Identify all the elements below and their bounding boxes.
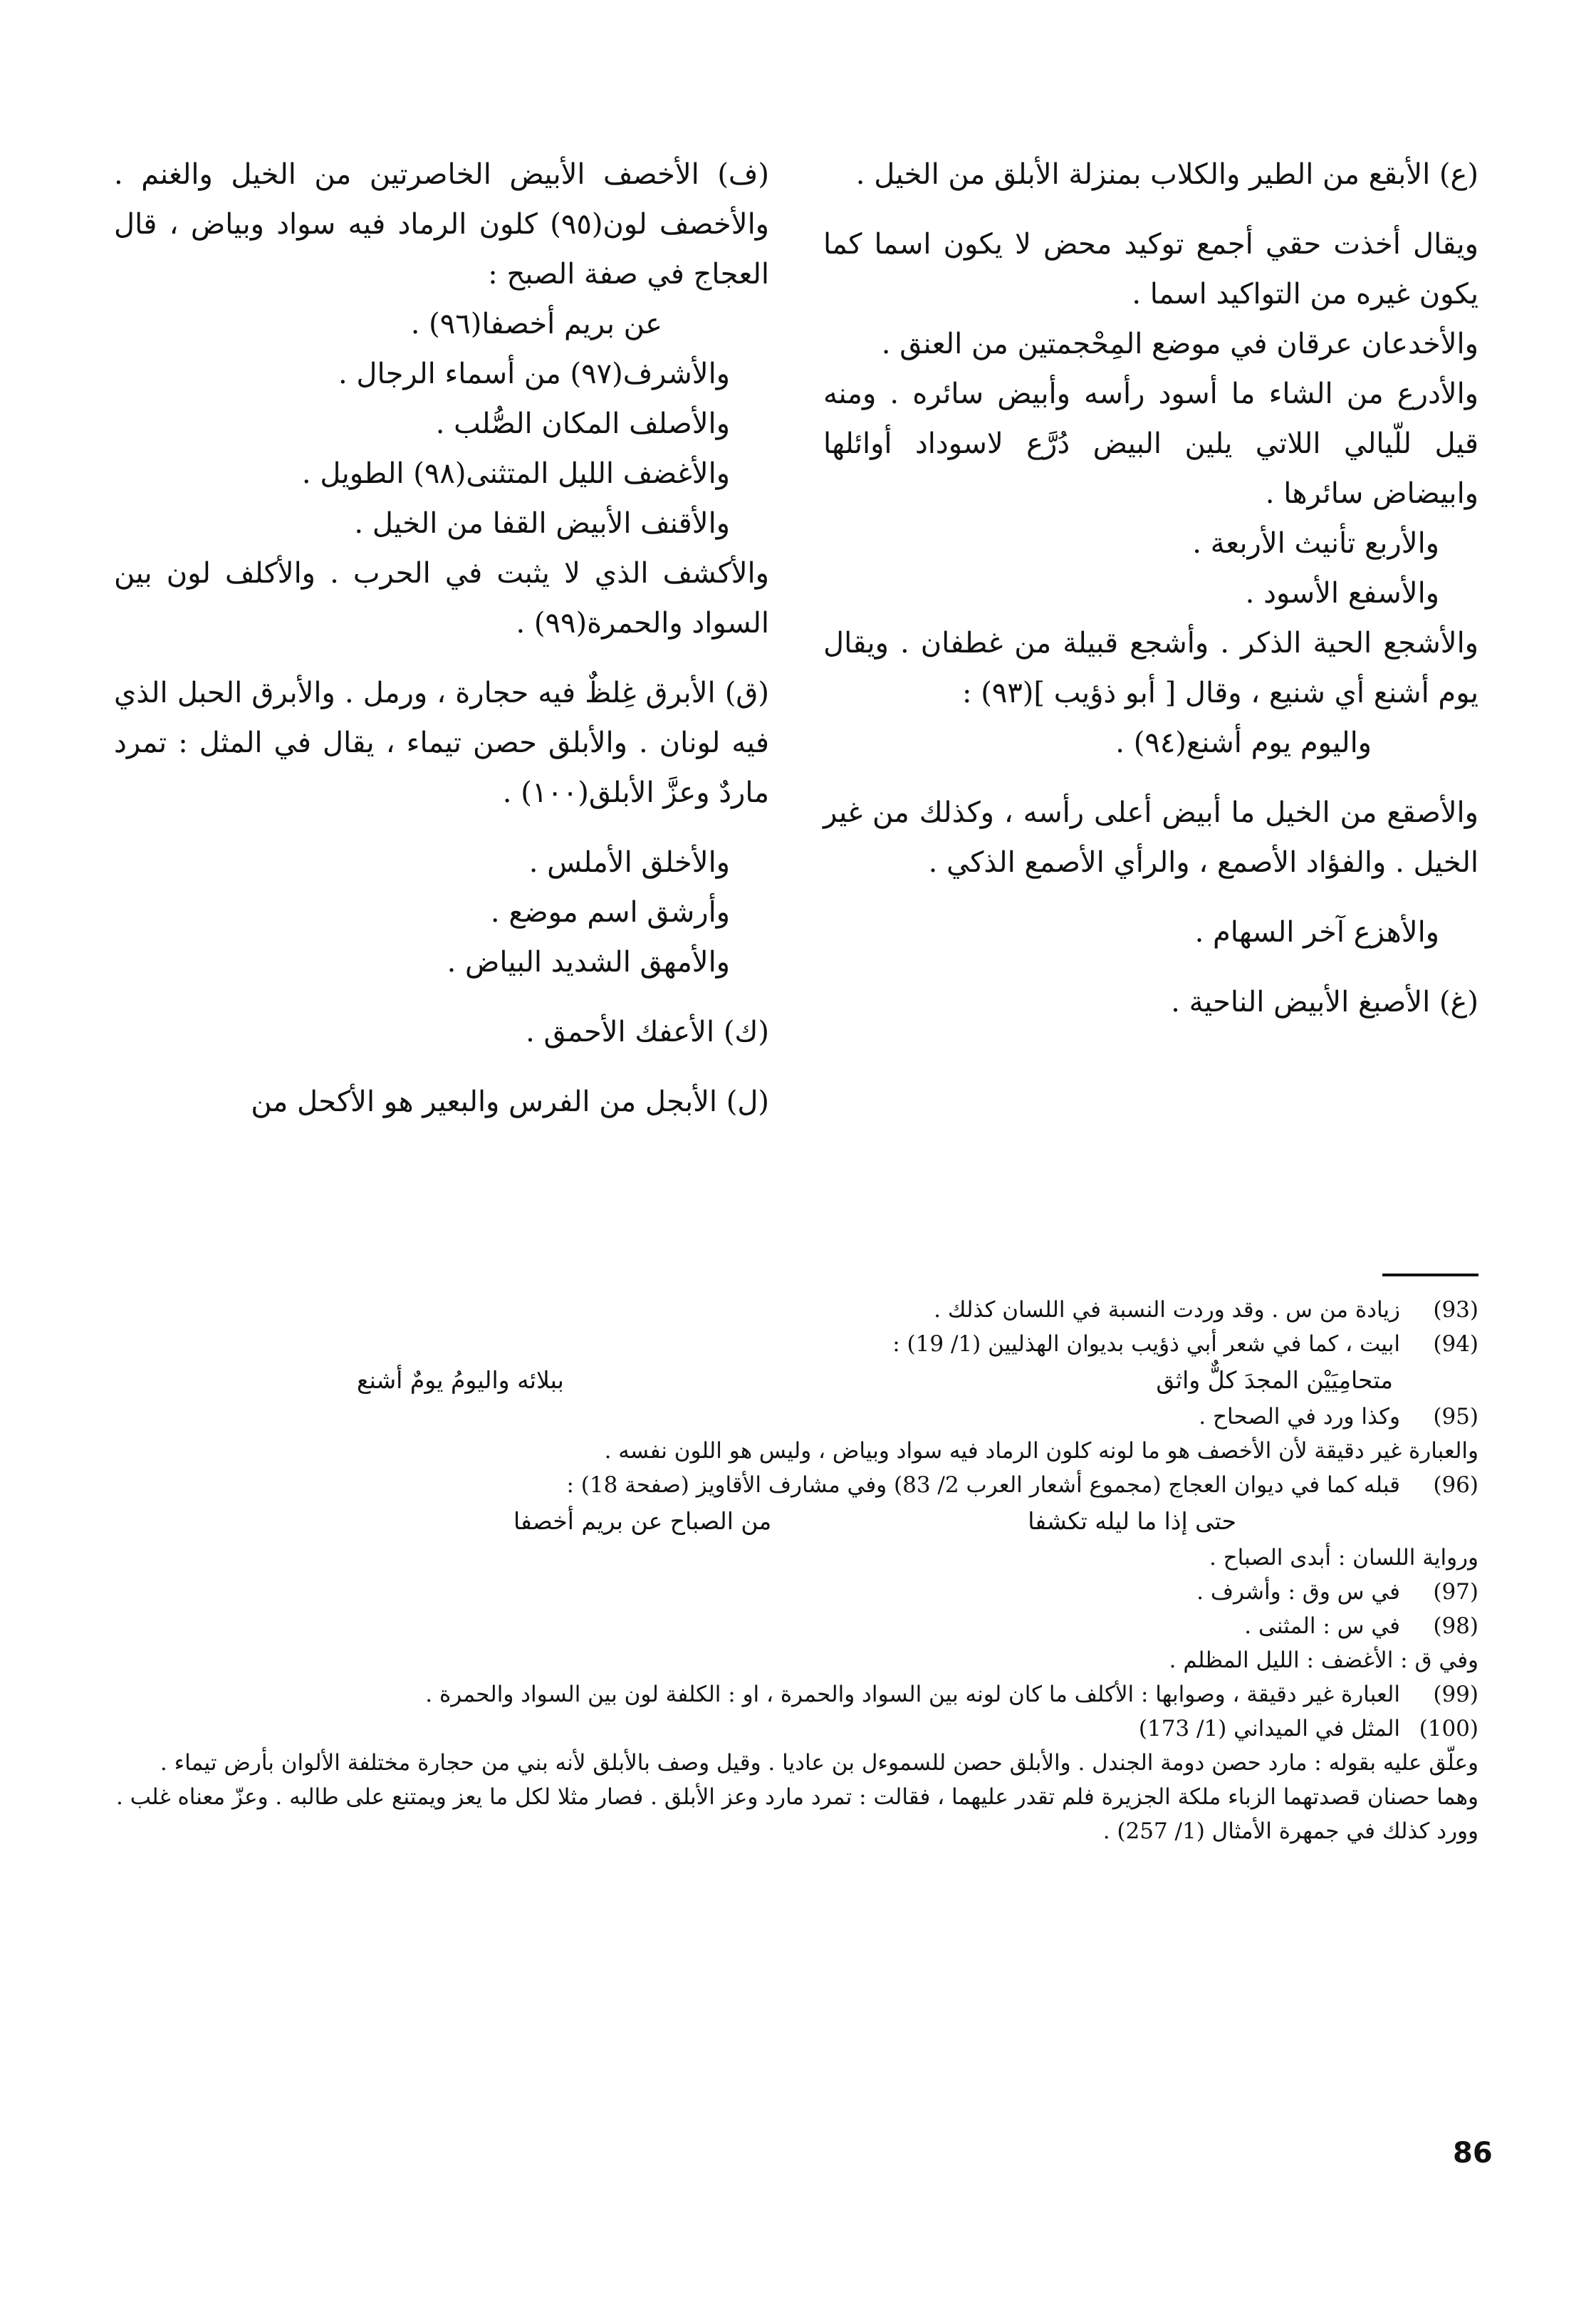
footnote-text: في س وق : وأشرف . bbox=[1196, 1579, 1400, 1605]
paragraph: والأهزع آخر السهام . bbox=[1194, 916, 1439, 949]
verse-hemistich: ببلائه واليومُ يومٌ أشنع bbox=[357, 1366, 564, 1394]
footnote-continuation: وعلّق عليه بقوله : مارد حصن دومة الجندل . والأبلق حصن للسموءل بن عاديا . وقيل وصف بالأبلق لأنه بني من حجارة مختلفة الألوان بأرض تيماء . وهما حصنان قصدتهما الزباء ملكة الجزيرة فلم تقدر عليهما ، فقالت : تمرد مارد وعز الأبلق . فصار مثلا لكل ما يعز ويمتنع على طالبه . وعزّ معناه غلب . وورد كذلك في جمهرة الأمثال (1/ 257) . bbox=[116, 1750, 1478, 1844]
footnote bbox=[115, 1609, 1478, 1643]
paragraph: والأخلق الأملس . bbox=[528, 846, 730, 879]
paragraph: والأشرف(٩٧) من أسماء الرجال . bbox=[338, 358, 730, 390]
footnote-text: في س : المثنى . bbox=[1244, 1613, 1400, 1639]
verse-hemistich: من الصباح عن بريم أخصفا bbox=[513, 1507, 772, 1535]
left-column bbox=[114, 150, 769, 1127]
right-column bbox=[823, 150, 1478, 1027]
footnote-continuation: وفي ق : الأغضف : الليل المظلم . bbox=[1169, 1647, 1478, 1673]
paragraph: والأدرع من الشاء ما أسود رأسه وأبيض سائره . ومنه قيل للّيالي اللاتي يلين البيض دُرَّع لاسوداد أوائلها وابيضاض سائرها . bbox=[823, 377, 1478, 510]
footnote-number: (94) bbox=[1433, 1331, 1478, 1357]
footnote-number: (95) bbox=[1433, 1404, 1478, 1430]
footnote-separator bbox=[1382, 1274, 1478, 1276]
paragraph: والأربع تأنيث الأربعة . bbox=[1192, 527, 1439, 560]
paragraph: والأخدعان عرقان في موضع المِحْجمتين من العنق . bbox=[881, 328, 1478, 360]
verse-line: واليوم يوم أشنع(٩٤) . bbox=[1115, 727, 1372, 759]
paragraph: والأقنف الأبيض القفا من الخيل . bbox=[354, 507, 730, 540]
paragraph: (ف) الأخصف الأبيض الخاصرتين من الخيل والغنم . والأخصف لون(٩٥) كلون الرماد فيه سواد وبياض ، قال العجاج في صفة الصبح : bbox=[114, 158, 769, 291]
footnote-text: قبله كما في ديوان العجاج (مجموع أشعار العرب 2/ 83) وفي مشارف الأقاويز (صفحة 18) : bbox=[566, 1472, 1400, 1498]
footnotes bbox=[115, 1293, 1478, 1848]
footnote-text: المثل في الميداني (1/ 173) bbox=[1138, 1716, 1400, 1741]
footnote-number: (93) bbox=[1433, 1297, 1478, 1323]
paragraph: والأمهق الشديد البياض . bbox=[447, 946, 730, 979]
footnote bbox=[115, 1468, 1478, 1502]
footnote-text: زيادة من س . وقد وردت النسبة في اللسان كذلك . bbox=[934, 1297, 1400, 1323]
paragraph: والأصقع من الخيل ما أبيض أعلى رأسه ، وكذلك من غير الخيل . والفؤاد الأصمع ، والرأي الأصمع الذكي . bbox=[823, 796, 1478, 879]
footnote-number: (96) bbox=[1433, 1472, 1478, 1498]
verse-hemistich: حتى إذا ما ليله تكشفا bbox=[1028, 1507, 1236, 1535]
footnote bbox=[115, 1575, 1478, 1609]
paragraph: والأشجع الحية الذكر . وأشجع قبيلة من غطفان . ويقال يوم أشنع أي شنيع ، وقال [ أبو ذؤيب ](٩٣) : bbox=[823, 627, 1478, 709]
verse-hemistich: متحامِيَيْن المجدَ كلٌّ واثق bbox=[1156, 1366, 1393, 1394]
footnote bbox=[115, 1400, 1478, 1434]
paragraph: (ق) الأبرق غِلظٌ فيه حجارة ، ورمل . والأبرق الحبل الذي فيه لونان . والأبلق حصن تيماء ، يقال في المثل : تمرد ماردٌ وعزَّ الأبلق(١٠٠) . bbox=[114, 677, 769, 809]
section-heading: (ك) الأعفك الأحمق . bbox=[526, 1016, 769, 1048]
footnote-text: وكذا ورد في الصحاح . bbox=[1199, 1404, 1400, 1430]
paragraph: وأرشق اسم موضع . bbox=[490, 896, 730, 929]
paragraph: ويقال أخذت حقي أجمع توكيد محض لا يكون اسما كما يكون غيره من التواكيد اسما . bbox=[823, 228, 1478, 311]
footnote bbox=[115, 1293, 1478, 1327]
footnote bbox=[115, 1677, 1478, 1712]
paragraph: والأصلف المكان الصُّلب . bbox=[435, 407, 730, 440]
paragraph: والأكشف الذي لا يثبت في الحرب . والأكلف لون بين السواد والحمرة(٩٩) . bbox=[114, 557, 769, 640]
footnote-text: العبارة غير دقيقة ، وصوابها : الأكلف ما كان لونه بين السواد والحمرة ، او : الكلفة لون بين السواد والحمرة . bbox=[425, 1682, 1400, 1707]
footnote-verse bbox=[115, 1361, 1478, 1400]
paragraph: والأسفع الأسود . bbox=[1245, 577, 1439, 610]
section-heading: (غ) الأصبغ الأبيض الناحية . bbox=[1171, 986, 1478, 1019]
footnote-verse bbox=[115, 1502, 1478, 1541]
footnote-continuation: ورواية اللسان : أبدى الصباح . bbox=[1209, 1545, 1478, 1571]
paragraph: (ع) الأبقع من الطير والكلاب بمنزلة الأبلق من الخيل . bbox=[855, 158, 1478, 191]
footnote-number: (99) bbox=[1433, 1682, 1478, 1707]
footnote-continuation: والعبارة غير دقيقة لأن الأخصف هو ما لونه كلون الرماد فيه سواد وبياض ، وليس هو اللون نفسه . bbox=[604, 1438, 1478, 1464]
footnote bbox=[115, 1327, 1478, 1361]
footnote-number: (97) bbox=[1433, 1579, 1478, 1605]
paragraph: والأغضف الليل المتثنى(٩٨) الطويل . bbox=[301, 457, 730, 490]
page-number: 86 bbox=[1453, 2137, 1493, 2170]
footnote-number: (100) bbox=[1419, 1716, 1478, 1741]
footnote-number: (98) bbox=[1433, 1613, 1478, 1639]
verse-line: عن بريم أخصفا(٩٦) . bbox=[410, 308, 662, 340]
footnote-text: ابيت ، كما في شعر أبي ذؤيب بديوان الهذليين (1/ 19) : bbox=[892, 1331, 1400, 1357]
footnote bbox=[115, 1712, 1478, 1746]
paragraph: (ل) الأبجل من الفرس والبعير هو الأكحل من bbox=[251, 1085, 769, 1118]
